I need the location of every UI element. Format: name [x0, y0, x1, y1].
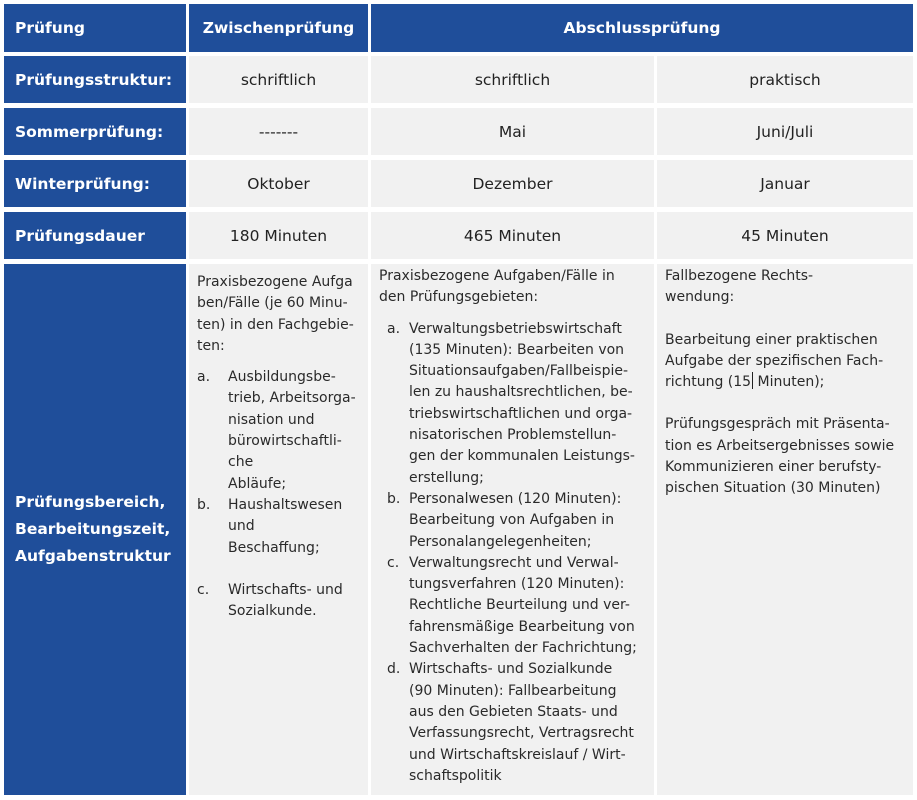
list-text: Verwaltungsbetriebswirtschaft (135 Minuten): Bearbeiten von Situationsaufgaben/Fallbeispie- len zu haushaltsrechtlichen, be- triebswirtschaftlichen und orga- nisatorischen Problemstellun- gen der kommunalen Leistungs- erstellung; [409, 320, 635, 486]
list-item [379, 659, 651, 787]
list-text: Verwaltungsrecht und Verwal- tungsverfahren (120 Minuten): Rechtliche Beurteilung und ver- fahrensmäßige Bearbeitung von Sachverhalten der Fachrichtung; [409, 554, 637, 657]
header-pruefung-label: Prüfung [15, 19, 85, 37]
list-marker: a. [197, 369, 211, 386]
cell-text: 465 Minuten [463, 226, 562, 245]
cell-zwischen-bereich [189, 264, 368, 795]
header-abschlusspruefung-label: Abschlussprüfung [563, 19, 721, 37]
cell-text: Januar [760, 174, 810, 193]
cell-abschluss-schriftlich-struktur [371, 56, 654, 103]
cell-zwischen-sommer [189, 108, 368, 155]
cell-text: schriftlich [240, 70, 317, 89]
row-label-multiline [15, 489, 171, 570]
cell-abschluss-praktisch-bereich [657, 264, 913, 795]
row-label-sommerpruefung [4, 108, 186, 155]
list-marker: c. [387, 554, 400, 571]
list-spacer [197, 559, 362, 580]
cell-zwischen-dauer [189, 212, 368, 259]
list-item [379, 553, 651, 659]
cell-text: 180 Minuten [229, 226, 328, 245]
row-label-winterpruefung [4, 160, 186, 207]
list-text: Wirtschafts- und Sozialkunde (90 Minuten): Fallbearbeitung aus den Gebieten Staats- und Verfassungsrecht, Vertragsrecht und Wirtschaftskreislauf / Wirt- schaftspolitik [409, 661, 634, 784]
row-label-text: Prüfungsstruktur: [15, 70, 173, 89]
cell-text: ------- [258, 122, 299, 141]
row-label-text: Sommerprüfung: [15, 122, 164, 141]
list-marker: a. [387, 320, 401, 337]
paragraph-text: Minuten); [753, 374, 825, 391]
fachgebiete-list [197, 367, 362, 622]
list-item [379, 489, 651, 553]
paragraph [665, 330, 910, 394]
cell-abschluss-schriftlich-winter [371, 160, 654, 207]
list-text: Wirtschafts- und Sozialkunde. [228, 581, 343, 620]
cell-abschluss-praktisch-struktur [657, 56, 913, 103]
list-marker: c. [197, 581, 210, 598]
abschluss-praktisch-content [665, 266, 910, 500]
abschluss-schriftlich-content [379, 266, 651, 787]
list-text: Haushaltswesen und Beschaffung; [228, 496, 343, 556]
cell-text: Juni/Juli [756, 122, 814, 141]
intro-text: Praxisbezogene Aufga ben/Fälle (je 60 Minu- ten) in den Fachgebie- ten: [197, 274, 354, 354]
row-label-text: Prüfungsdauer [15, 226, 145, 245]
cell-abschluss-praktisch-sommer [657, 108, 913, 155]
row-label-text: Winterprüfung: [15, 174, 150, 193]
cell-text: 45 Minuten [741, 226, 829, 245]
cell-text: praktisch [749, 70, 821, 89]
row-label-pruefungsdauer [4, 212, 186, 259]
paragraph-gap [665, 393, 910, 414]
header-pruefung [4, 4, 186, 52]
cell-text: schriftlich [474, 70, 551, 89]
row-label-pruefungsstruktur [4, 56, 186, 103]
list-text: Ausbildungsbe- trieb, Arbeitsorga- nisation und bürowirtschaftli- che Abläufe; [228, 369, 356, 492]
cell-zwischen-struktur [189, 56, 368, 103]
header-zwischenpruefung [189, 4, 368, 52]
cell-abschluss-schriftlich-sommer [371, 108, 654, 155]
cell-text: Dezember [472, 174, 553, 193]
list-marker: b. [197, 496, 211, 513]
cell-abschluss-praktisch-winter [657, 160, 913, 207]
zwischen-bereich-content [197, 272, 362, 622]
cell-text: Mai [498, 122, 527, 141]
cell-zwischen-winter [189, 160, 368, 207]
paragraph-text: Bearbeitung einer praktischen Aufgabe der spezifischen Fach- richtung (15 [665, 331, 884, 391]
row-label-line: Aufgabenstruktur [15, 547, 171, 565]
cell-text: Oktober [247, 174, 310, 193]
cell-abschluss-schriftlich-dauer [371, 212, 654, 259]
list-item [379, 319, 651, 489]
row-label-line: Bearbeitungszeit, [15, 520, 171, 538]
list-item [197, 495, 362, 559]
intro-text: Praxisbezogene Aufgaben/Fälle in den Prüfungsgebieten: [379, 268, 615, 306]
header-zwischenpruefung-label: Zwischenprüfung [202, 19, 355, 37]
list-marker: b. [387, 490, 401, 507]
cell-abschluss-schriftlich-bereich [371, 264, 654, 795]
cell-abschluss-praktisch-dauer [657, 212, 913, 259]
row-label-line: Prüfungsbereich, [15, 493, 166, 511]
paragraph: Fallbezogene Rechts- wendung: [665, 268, 814, 306]
paragraph-gap [665, 309, 910, 330]
list-item [197, 580, 362, 623]
pruefungsgebiete-list [379, 319, 651, 788]
row-label-pruefungsbereich [4, 264, 186, 795]
paragraph: Prüfungsgespräch mit Präsenta- tion es Arbeitsergebnisses sowie Kommunizieren einer berufsty- pischen Situation (30 Minuten) [665, 416, 895, 497]
header-abschlusspruefung [371, 4, 913, 52]
list-marker: d. [387, 661, 401, 678]
list-item [197, 367, 362, 495]
list-text: Personalwesen (120 Minuten): Bearbeitung von Aufgaben in Personalangelegenheiten; [409, 490, 622, 550]
